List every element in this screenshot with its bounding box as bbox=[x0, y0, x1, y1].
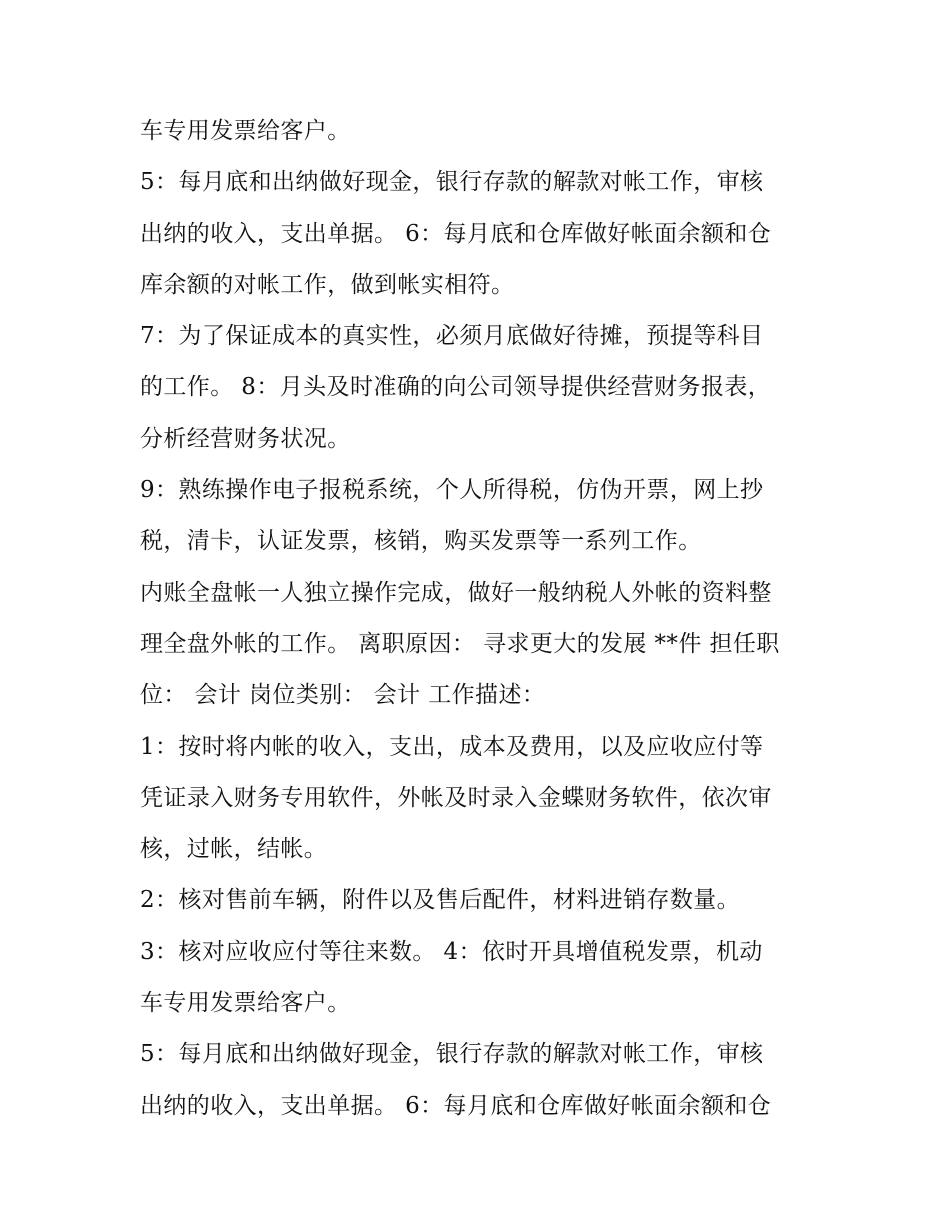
text-line: 理全盘外帐的工作。 离职原因： 寻求更大的发展 **件 担任职 bbox=[140, 630, 780, 657]
text-line: 的工作。 8：月头及时准确的向公司领导提供经营财务报表， bbox=[140, 374, 772, 401]
text-line: 3：核对应收应付等往来数。 4：依时开具增值税发票，机动 bbox=[140, 938, 763, 965]
document-body bbox=[140, 106, 820, 1132]
text-line: 9：熟练操作电子报税系统，个人所得税，仿伪开票，网上抄 bbox=[140, 477, 764, 504]
text-line: 7：为了保证成本的真实性，必须月底做好待摊，预提等科目 bbox=[140, 323, 764, 350]
text-line: 库余额的对帐工作，做到帐实相符。 bbox=[140, 271, 515, 298]
text-line: 核，过帐，结帐。 bbox=[140, 836, 328, 863]
text-line: 车专用发票给客户。 bbox=[140, 118, 351, 144]
text-line: 分析经营财务状况。 bbox=[140, 425, 351, 452]
text-line: 车专用发票给客户。 bbox=[140, 990, 351, 1017]
text-line: 2：核对售前车辆，附件以及售后配件，材料进销存数量。 bbox=[140, 887, 741, 914]
text-line: 凭证录入财务专用软件，外帐及时录入金蝶财务软件，依次审 bbox=[140, 784, 772, 811]
text-line: 1：按时将内帐的收入，支出，成本及费用，以及应收应付等 bbox=[140, 733, 764, 760]
text-line: 内账全盘帐一人独立操作完成，做好一般纳税人外帐的资料整 bbox=[140, 579, 772, 606]
text-line: 税，清卡，认证发票，核销，购买发票等一系列工作。 bbox=[140, 528, 702, 555]
text-line: 出纳的收入，支出单据。 6：每月底和仓库做好帐面余额和仓 bbox=[140, 220, 772, 247]
text-line: 位： 会计 岗位类别： 会计 工作描述： bbox=[140, 682, 546, 709]
text-line: 出纳的收入，支出单据。 6：每月底和仓库做好帐面余额和仓 bbox=[140, 1092, 772, 1119]
text-line: 5：每月底和出纳做好现金，银行存款的解款对帐工作，审核 bbox=[140, 1041, 764, 1068]
text-line: 5：每月底和出纳做好现金，银行存款的解款对帐工作，审核 bbox=[140, 169, 764, 196]
